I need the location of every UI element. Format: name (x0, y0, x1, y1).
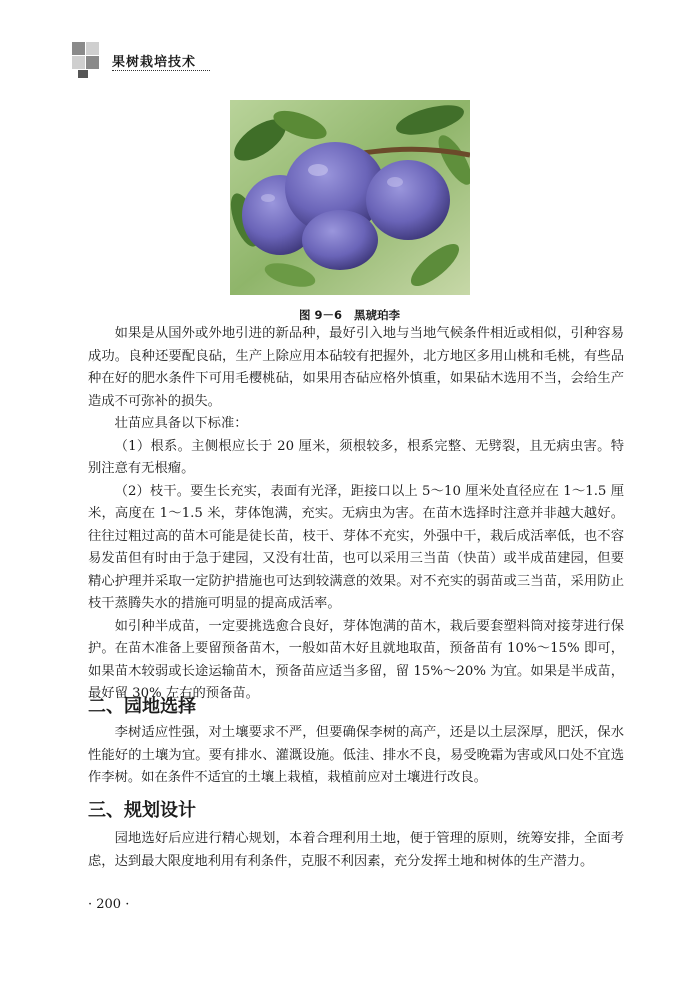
figure-caption (0, 307, 699, 323)
body-text-block-1 (88, 323, 624, 706)
plum-photo (230, 100, 470, 295)
page-number: · 200 · (88, 897, 130, 912)
paragraph: 园地选好后应进行精心规划，本着合理利用土地，便于管理的原则，统筹安排，全面考虑，达到最大限度地利用有利条件，克服不利因素，充分发挥土地和树体的生产潜力。 (88, 831, 624, 869)
paragraph: 李树适应性强，对土壤要求不严，但要确保李树的高产，还是以土层深厚，肥沃，保水性能好的土壤为宜。要有排水、灌溉设施。低洼、排水不良，易受晚霜为害或风口处不宜选作李树。如在条件不适宜的土壤上栽植，栽植前应对土壤进行改良。 (88, 725, 624, 785)
paragraph: 如引种半成苗，一定要挑选愈合良好，芽体饱满的苗木，栽后要套塑料筒对接芽进行保护。在苗木准备上要留预备苗木，一般如苗木好且就地取苗，预备苗有 10%～15% 即可，如果苗木较弱或长途运输苗木，预备苗应适当多留，留 15%～20% 为宜。如果是半成苗，最好留 30% 左右的预备苗。 (88, 618, 624, 701)
running-title: 果树栽培技术 (112, 55, 197, 70)
section-heading-site-selection: 二、园地选择 (88, 696, 196, 717)
figure-title: 黑琥珀李 (354, 308, 401, 322)
header-rule (112, 70, 210, 71)
paragraph: （1）根系。主侧根应长于 20 厘米，须根较多，根系完整、无劈裂，且无病虫害。特别注意有无根瘤。 (88, 438, 624, 476)
paragraph: 壮苗应具备以下标准： (114, 416, 248, 431)
body-text-block-2 (88, 722, 624, 790)
section-heading-planning-design: 三、规划设计 (88, 800, 196, 821)
body-text-block-3 (88, 828, 624, 873)
figure-number: 图 9－6 (298, 308, 342, 322)
paragraph: （2）枝干。要生长充实，表面有光泽，距接口以上 5～10 厘米处直径应在 1～1.5 厘米，高度在 1～1.5 米，芽体饱满，充实。无病虫为害。在苗木选择时注意并非越大越好。往往过粗过高的苗木可能是徒长苗，枝干、芽体不充实，外强中干，栽后成活率低，也不容易发苗但有时由于急于建园，又没有壮苗，也可以采用三当苗（快苗）或半成苗建园，但要精心护理并采取一定防护措施也可达到较满意的效果。对不充实的弱苗或三当苗，采用防止枝干蒸腾失水的措施可明显的提高成活率。 (88, 483, 624, 611)
paragraph: 如果是从国外或外地引进的新品种，最好引入地与当地气候条件相近或相似，引种容易成功。良种还要配良砧，生产上除应用本砧较有把握外，北方地区多用山桃和毛桃，有些品种在好的肥水条件下可用毛樱桃砧，如果用杏砧应格外慎重，如果砧木选用不当，会给生产造成不可弥补的损失。 (88, 326, 624, 409)
header-ornament (72, 42, 102, 72)
